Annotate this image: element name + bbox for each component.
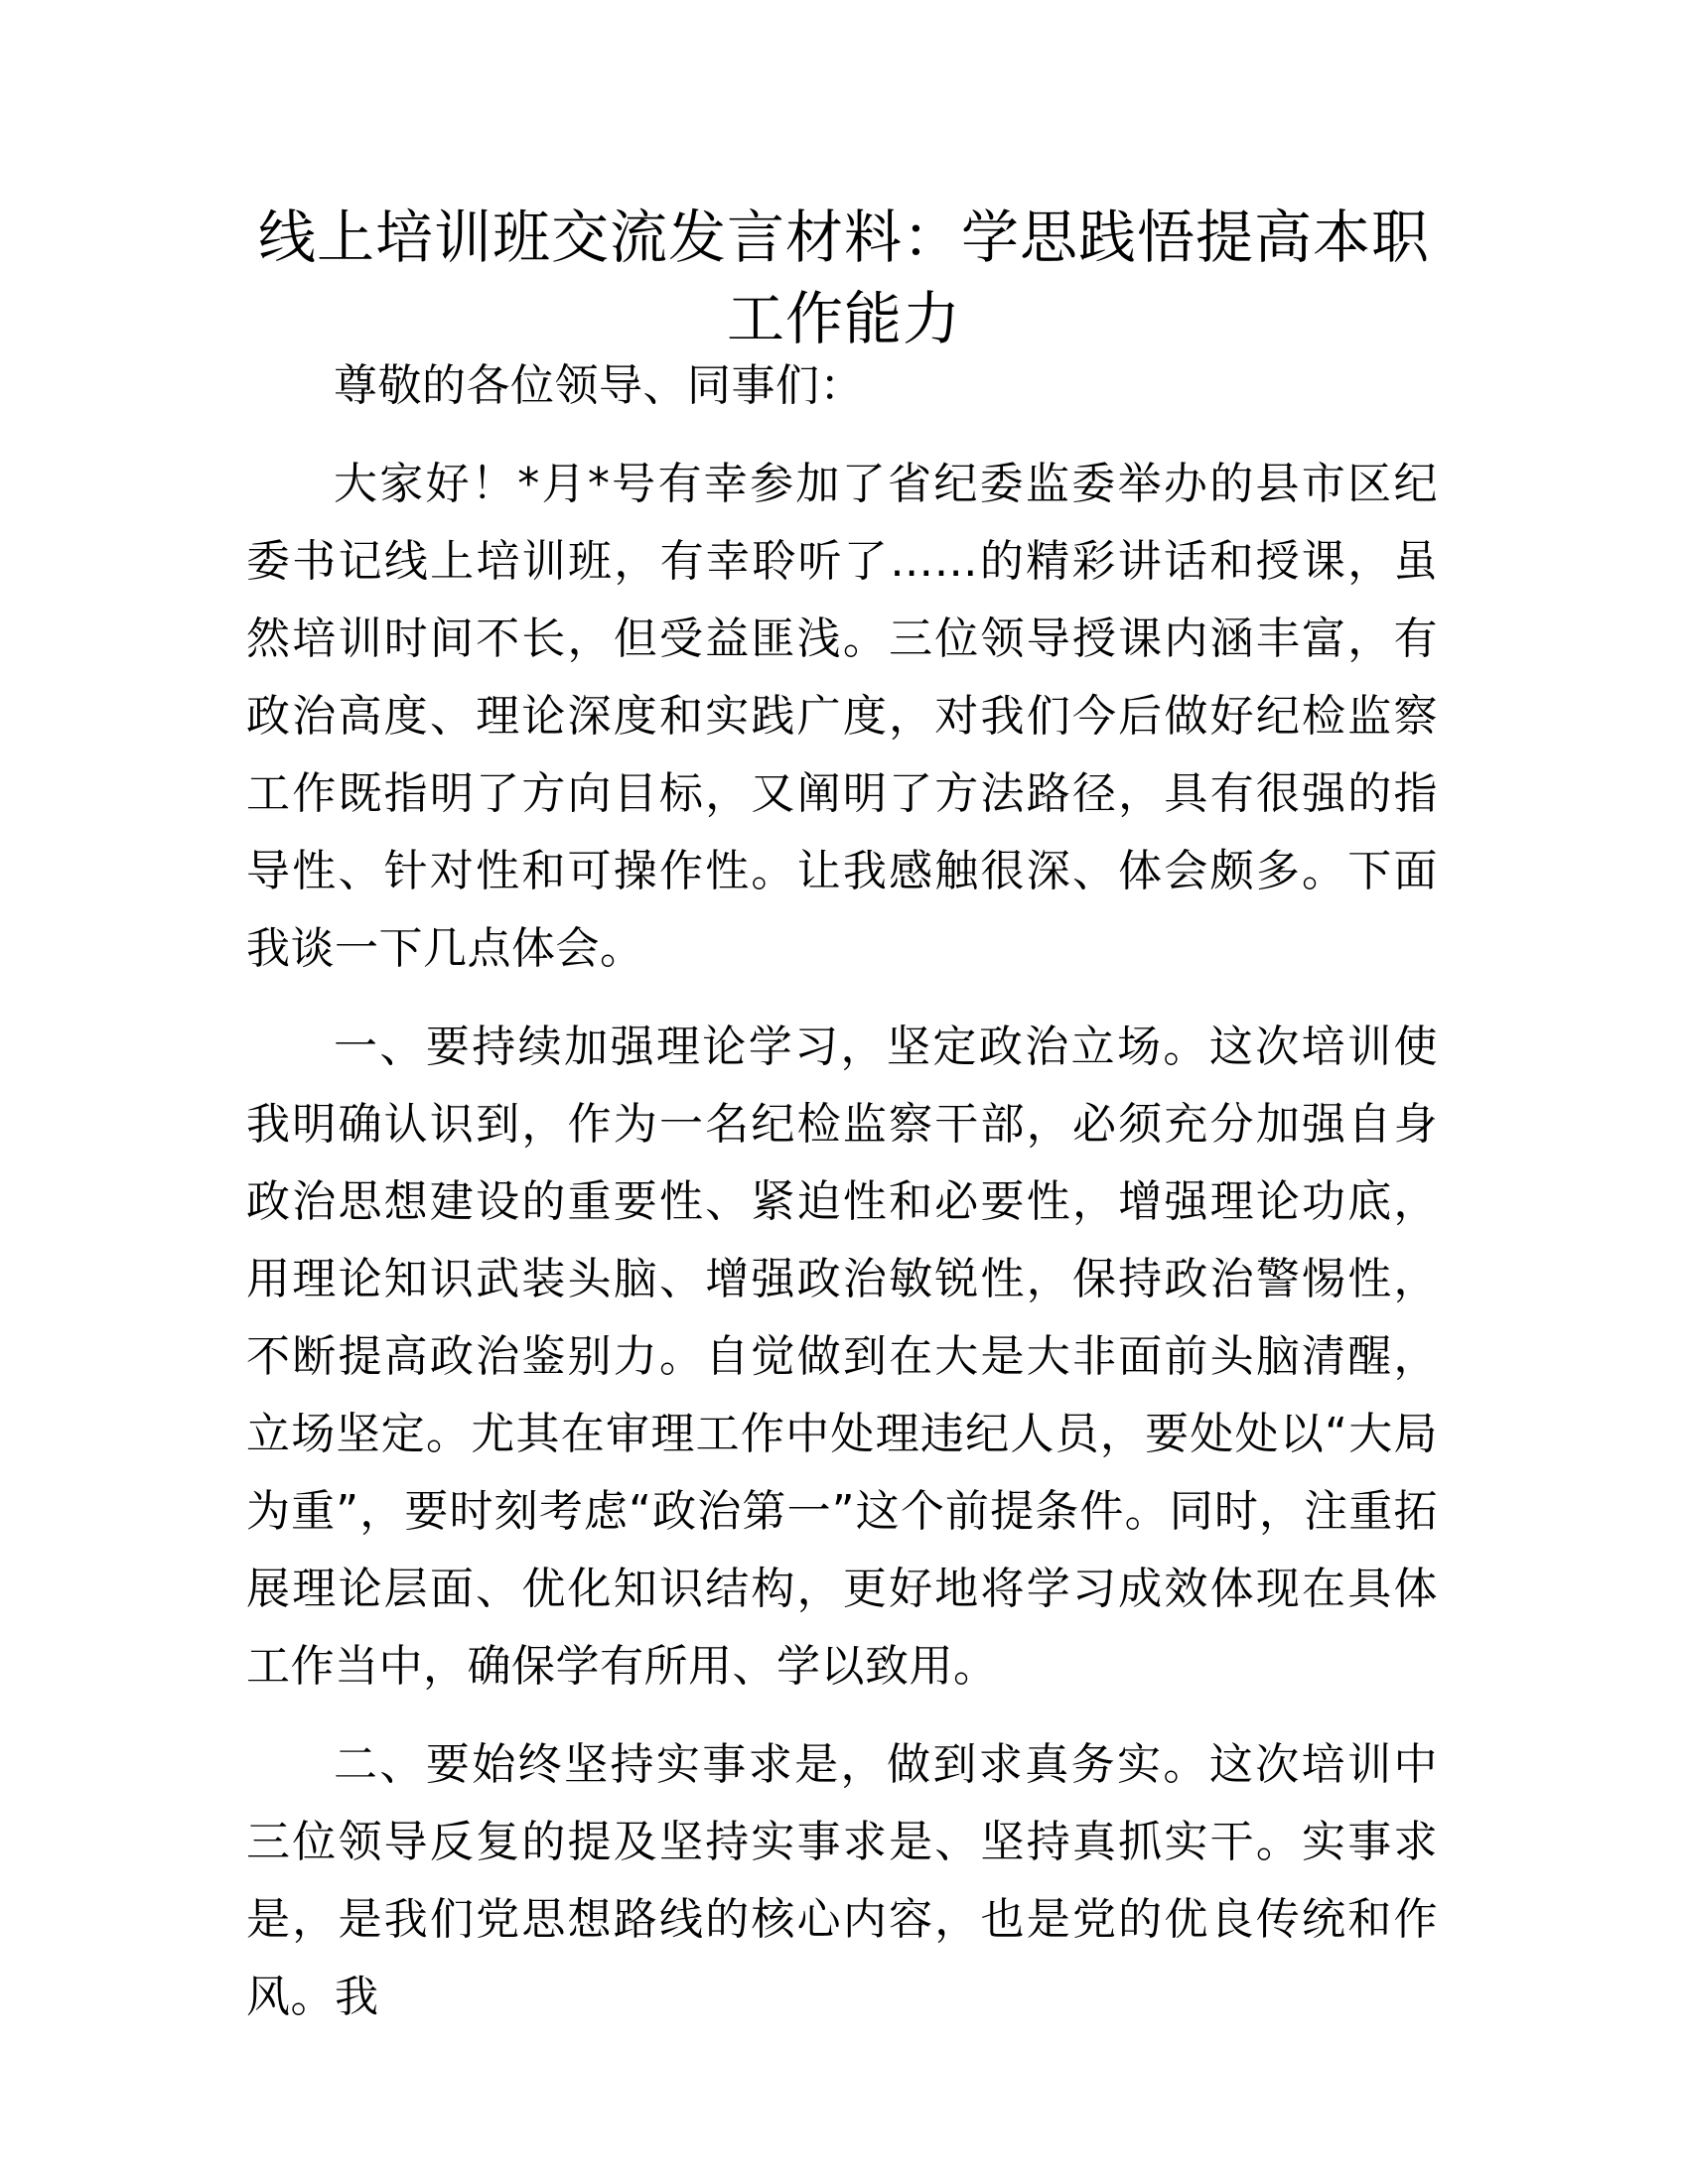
intro-paragraph: 大家好！*月*号有幸参加了省纪委监委举办的县市区纪委书记线上培训班，有幸聆听了……的精彩讲话和授课，虽然培训时间不长，但受益匪浅。三位领导授课内涵丰富，有政治高度、理论深度和实践广度，对我们今后做好纪检监察工作既指明了方向目标，又阐明了方法路径，具有很强的指导性、针对性和可操作性。让我感触很深、体会颇多。下面我谈一下几点体会。 [246, 459, 1438, 974]
document-body [246, 347, 1438, 2057]
section-two-paragraph: 二、要始终坚持实事求是，做到求真务实。这次培训中三位领导反复的提及坚持实事求是、坚持真抓实干。实事求是，是我们党思想路线的核心内容，也是党的优良传统和作风。我 [246, 1739, 1438, 2022]
salutation-paragraph: 尊敬的各位领导、同事们： [334, 360, 864, 411]
section-one-paragraph: 一、要持续加强理论学习，坚定政治立场。这次培训使我明确认识到，作为一名纪检监察干部，必须充分加强自身政治思想建设的重要性、紧迫性和必要性，增强理论功底，用理论知识武装头脑、增强政治敏锐性，保持政治警惕性，不断提高政治鉴别力。自觉做到在大是大非面前头脑清醒，立场坚定。尤其在审理工作中处理违纪人员，要处处以“大局为重”，要时刻考虑“政治第一”这个前提条件。同时，注重拓展理论层面、优化知识结构，更好地将学习成效体现在具体工作当中，确保学有所用、学以致用。 [246, 1022, 1438, 1692]
title-line-2: 工作能力 [726, 285, 961, 352]
document-title [218, 197, 1470, 359]
title-line-1: 线上培训班交流发言材料：学思践悟提高本职 [257, 204, 1430, 271]
